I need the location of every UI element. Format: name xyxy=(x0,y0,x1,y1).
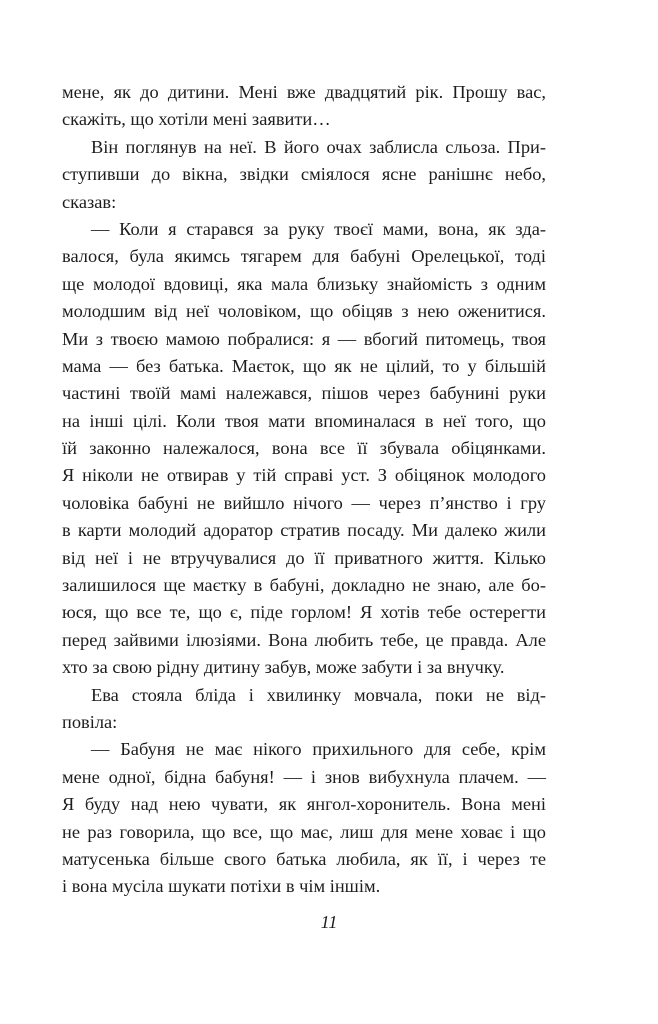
text-line: Він поглянув на неї. В його очах заблисла сльоза. При- xyxy=(91,136,546,157)
text-line: частині твоїй мамі належався, пішов через бабунині руки xyxy=(62,383,546,404)
text-line: в карти молодий адоратор стратив посаду. Ми далеко жили xyxy=(62,520,546,541)
text-line: — Коли я старався за руку твоєї мами, вона, як зда- xyxy=(91,218,546,239)
page-text xyxy=(62,79,546,901)
text-line: від неї і не втручувалися до її приватного життя. Кілько xyxy=(62,547,546,568)
text-line: мама — без батька. Маєток, що як не цілий, то у більшій xyxy=(62,355,546,376)
text-line: матусенька більше свого батька любила, як її, і через те xyxy=(62,848,546,869)
text-line: Я ніколи не отвирав у тій справі уст. З обіцянок молодого xyxy=(62,465,546,486)
text-line: і вона мусіла шукати потіхи в чім іншім. xyxy=(62,876,381,897)
text-line: мене одної, бідна бабуня! — і знов вибухнула плачем. — xyxy=(62,766,546,787)
text-line: сказав: xyxy=(62,191,117,212)
text-line: на інші цілі. Коли твоя мати впоминалася в неї того, що xyxy=(62,410,546,431)
text-line: залишилося ще маєтку в бабуні, докладно не знаю, але бо- xyxy=(62,575,546,596)
text-line: молодшим від неї чоловіком, що обіцяв з нею оженитися. xyxy=(62,301,546,322)
text-line: не раз говорила, що все, що має, лиш для мене ховає і що xyxy=(62,821,546,842)
page-number: 11 xyxy=(320,912,338,932)
text-line: їй законно належалося, вона все її збувала обіцянками. xyxy=(62,438,546,459)
text-line: юся, що все те, що є, піде горлом! Я хотів тебе остерегти xyxy=(62,602,546,623)
text-line: валося, була якимсь тягарем для бабуні Орелецької, тоді xyxy=(62,246,546,267)
text-line: скажіть, що хотіли мені заявити… xyxy=(62,109,331,130)
text-line: перед зайвими ілюзіями. Вона любить тебе, це правда. Але xyxy=(62,629,546,650)
text-line: Ми з твоєю мамою побралися: я — вбогий питомець, твоя xyxy=(62,328,546,349)
text-line: ступивши до вікна, звідки сміялося ясне ранішнє небо, xyxy=(62,164,546,185)
text-line: — Бабуня не має нікого прихильного для себе, крім xyxy=(91,739,546,760)
text-line: чоловіка бабуні не вийшло нічого — через п’янство і гру xyxy=(62,492,546,513)
text-line: Я буду над нею чувати, як янгол-хоронитель. Вона мені xyxy=(62,794,546,815)
text-line: хто за свою рідну дитину забув, може забути і за внучку. xyxy=(62,657,505,678)
text-line: повіла: xyxy=(62,711,118,732)
text-line: мене, як до дитини. Мені вже двадцятий рік. Прошу вас, xyxy=(62,82,546,102)
text-line: ще молодої вдовиці, яка мала близьку знайомість з одним xyxy=(62,273,546,294)
text-line: Ева стояла бліда і хвилинку мовчала, поки не від- xyxy=(91,684,546,705)
